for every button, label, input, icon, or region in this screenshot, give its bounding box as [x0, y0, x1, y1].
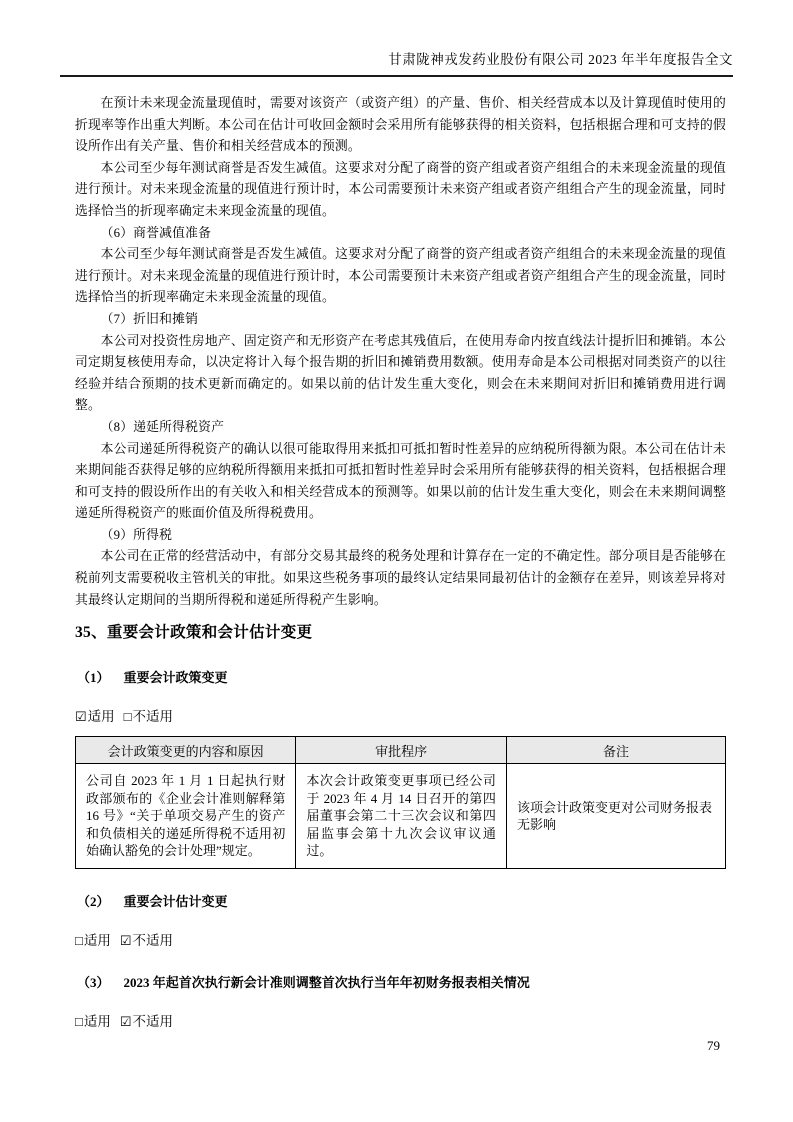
checkbox-checked-icon: ☑	[75, 709, 87, 725]
item-9-heading: （9）所得税	[100, 527, 173, 542]
subsection-3-heading	[75, 974, 726, 992]
not-applicable-label: 不适用	[132, 1013, 174, 1029]
table-cell-remarks: 该项会计政策变更对公司财务报表无影响	[506, 764, 725, 869]
item-7-heading: （7）折旧和摊销	[100, 311, 199, 326]
applicable-label: 适用	[83, 1013, 111, 1029]
paragraph-goodwill-test-2: 本公司至少每年测试商誉是否发生减值。这要求对分配了商誉的资产组或者资产组组合的未来现金流量的现值进行预计。对未来现金流量的现值进行预计时，本公司需要预计未来资产组或者资产组组合产生的现金流量，同时选择恰当的折现率确定未来现金流量的现值。	[75, 247, 726, 305]
applicable-option	[75, 709, 115, 724]
paragraph-goodwill-test-1: 本公司至少每年测试商誉是否发生减值。这要求对分配了商誉的资产组或者资产组组合的未来现金流量的现值进行预计。对未来现金流量的现值进行预计时，本公司需要预计未来资产组或者资产组组合产生的现金流量，同时选择恰当的折现率确定未来现金流量的现值。	[75, 160, 726, 218]
applicability-row-estimate-change	[75, 931, 726, 950]
page-number: 79	[707, 1038, 720, 1053]
applicability-row-new-standards	[75, 1012, 726, 1031]
subsection-3-title: 2023 年起首次执行新会计准则调整首次执行当年年初财务报表相关情况	[123, 974, 530, 990]
not-applicable-label: 不适用	[132, 932, 174, 948]
checkbox-checked-icon: ☑	[119, 1013, 132, 1029]
not-applicable-label: 不适用	[132, 709, 174, 725]
table-header-row	[76, 737, 726, 764]
applicable-option	[75, 933, 111, 948]
checkbox-checked-icon: ☑	[119, 932, 132, 948]
paragraph-depreciation: 本公司对投资性房地产、固定资产和无形资产在考虑其残值后，在使用寿命内按直线法计提折旧和摊销。本公司定期复核使用寿命，以决定将计入每个报告期的折旧和摊销费用数额。使用寿命是本公司根据对同类资产的以往经验并结合预期的技术更新而确定的。如果以前的估计发生重大变化，则会在未来期间对折旧和摊销费用进行调整。	[75, 333, 726, 413]
table-header-remarks: 备注	[506, 737, 725, 764]
checkbox-unchecked-icon: □	[75, 1013, 83, 1029]
subsection-1-title: 重要会计政策变更	[123, 670, 228, 686]
not-applicable-option	[124, 709, 173, 724]
applicable-option	[75, 1014, 111, 1029]
subsection-1-number: （1）	[77, 670, 110, 686]
subsection-2-title: 重要会计估计变更	[123, 893, 228, 909]
page-header	[60, 48, 733, 77]
paragraph-discount-judgement: 在预计未来现金流量现值时，需要对该资产（或资产组）的产量、售价、相关经营成本以及计算现值时使用的折现率等作出重大判断。本公司在估计可收回金额时会采用所有能够获得的相关资料，包括根据合理和可支持的假设所作出有关产量、售价和相关经营成本的预测。	[75, 96, 726, 154]
paragraph-deferred-tax: 本公司递延所得税资产的确认以很可能取得用来抵扣可抵扣暂时性差异的应纳税所得额为限。本公司在估计未来期间能否获得足够的应纳税所得额用来抵扣可抵扣暂时性差异时会采用所有能够获得的相关资料，包括根据合理和可支持的假设所作出的有关收入和相关经营成本的预测等。如果以前的估计发生重大变化，则会在未来期间调整递延所得税资产的账面价值及所得税费用。	[75, 441, 726, 521]
item-6-heading: （6）商誉减值准备	[100, 225, 212, 240]
section-35-heading: 35、重要会计政策和会计估计变更	[75, 624, 313, 642]
header-title: 甘肃陇神戎发药业股份有限公司 2023 年半年度报告全文	[388, 52, 733, 67]
paragraph-income-tax: 本公司在正常的经营活动中，有部分交易其最终的税务处理和计算存在一定的不确定性。部分项目是否能够在税前列支需要税收主管机关的审批。如果这些税务事项的最终认定结果同最初估计的金额存在差异，则该差异将对其最终认定期间的当期所得税和递延所得税产生影响。	[75, 549, 726, 607]
checkbox-unchecked-icon: □	[75, 932, 83, 948]
table-cell-approval-procedure: 本次会计政策变更事项已经公司于 2023 年 4 月 14 日召开的第四届董事会第二十三次会议和第四届监事会第十九次会议审议通过。	[296, 764, 507, 869]
item-8-heading: （8）递延所得税资产	[100, 419, 225, 434]
table-header-content-reason: 会计政策变更的内容和原因	[76, 737, 296, 764]
table-cell-content-reason: 公司自 2023 年 1 月 1 日起执行财政部颁布的《企业会计准则解释第 16 号》“关于单项交易产生的资产和负债相关的递延所得税不适用初始确认豁免的会计处理”规定。	[76, 764, 296, 869]
applicable-label: 适用	[83, 932, 111, 948]
report-body	[75, 93, 726, 1031]
applicable-label: 适用	[87, 709, 115, 725]
subsection-2-number: （2）	[77, 893, 110, 909]
checkbox-unchecked-icon: □	[123, 709, 132, 725]
not-applicable-option	[120, 933, 173, 948]
subsection-1-heading	[75, 669, 726, 687]
not-applicable-option	[120, 1014, 173, 1029]
table-header-approval-procedure: 审批程序	[296, 737, 507, 764]
policy-change-table	[75, 736, 726, 869]
subsection-2-heading	[75, 893, 726, 911]
subsection-3-number: （3）	[77, 974, 110, 990]
applicability-row-policy-change	[75, 707, 726, 726]
table-row	[76, 764, 726, 869]
